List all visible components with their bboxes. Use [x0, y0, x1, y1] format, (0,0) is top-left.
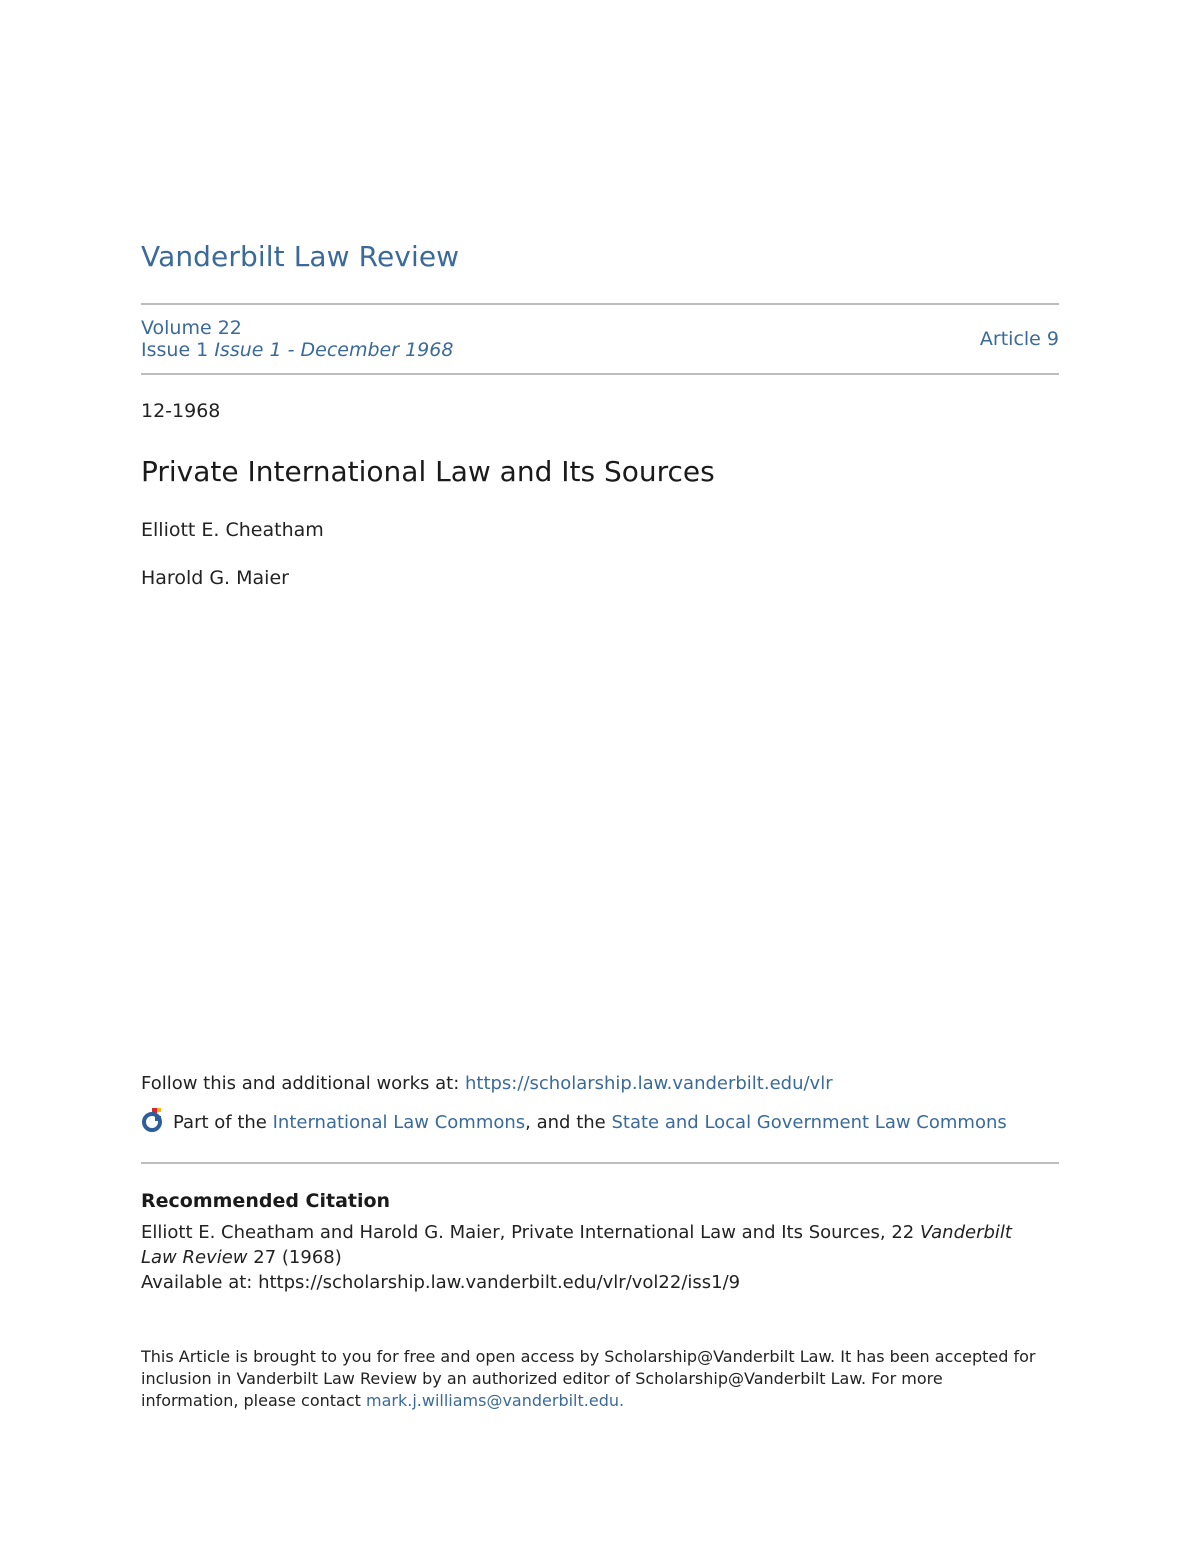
article-number-link[interactable]: Article 9 — [979, 328, 1059, 350]
volume-link[interactable]: Volume 22 — [141, 317, 242, 339]
commons-line — [141, 1112, 1007, 1133]
access-notice — [141, 1346, 1041, 1412]
citation-suffix: 27 (1968) — [247, 1247, 342, 1268]
notice-text: This Article is brought to you for free and open access by Scholarship@Vanderbilt Law. It has been accepted for inclusion in Vanderbilt Law Review by an authorized editor of Scholarship@Vanderbilt Law. For more information, please contact — [141, 1347, 1036, 1410]
publication-date: 12-1968 — [141, 400, 221, 422]
network-commons-icon — [141, 1107, 167, 1133]
follow-line — [141, 1073, 833, 1094]
middle-divider — [141, 373, 1059, 375]
available-at: Available at: https://scholarship.law.vanderbilt.edu/vlr/vol22/iss1/9 — [141, 1272, 741, 1293]
commons-middle: , and the — [525, 1112, 606, 1133]
cover-page — [141, 0, 1059, 1553]
notice-end: . — [618, 1391, 625, 1410]
bottom-divider — [141, 1162, 1059, 1164]
author-name: Elliott E. Cheatham — [141, 519, 324, 541]
issue-line — [141, 339, 453, 361]
article-title: Private International Law and Its Sources — [141, 455, 715, 488]
follow-prefix: Follow this and additional works at: — [141, 1073, 465, 1094]
issue-number-link[interactable]: Issue 1 — [141, 339, 209, 361]
contact-email-link[interactable]: mark.j.williams@vanderbilt.edu — [366, 1391, 619, 1410]
journal-title-link[interactable]: Vanderbilt Law Review — [141, 240, 460, 273]
international-law-commons-link[interactable]: International Law Commons — [272, 1112, 526, 1133]
citation-journal: Vanderbilt Law Review — [141, 1222, 1012, 1268]
citation-text — [141, 1220, 1041, 1270]
state-local-government-law-commons-link[interactable]: State and Local Government Law Commons — [611, 1112, 1007, 1133]
commons-prefix: Part of the — [173, 1112, 267, 1133]
citation-prefix: Elliott E. Cheatham and Harold G. Maier, Private International Law and Its Sources, 22 — [141, 1222, 920, 1243]
issue-name-link[interactable]: Issue 1 - December 1968 — [214, 339, 454, 361]
top-divider — [141, 303, 1059, 305]
follow-url-link[interactable]: https://scholarship.law.vanderbilt.edu/vlr — [464, 1073, 833, 1094]
author-name: Harold G. Maier — [141, 567, 289, 589]
recommended-citation-heading: Recommended Citation — [141, 1190, 391, 1212]
